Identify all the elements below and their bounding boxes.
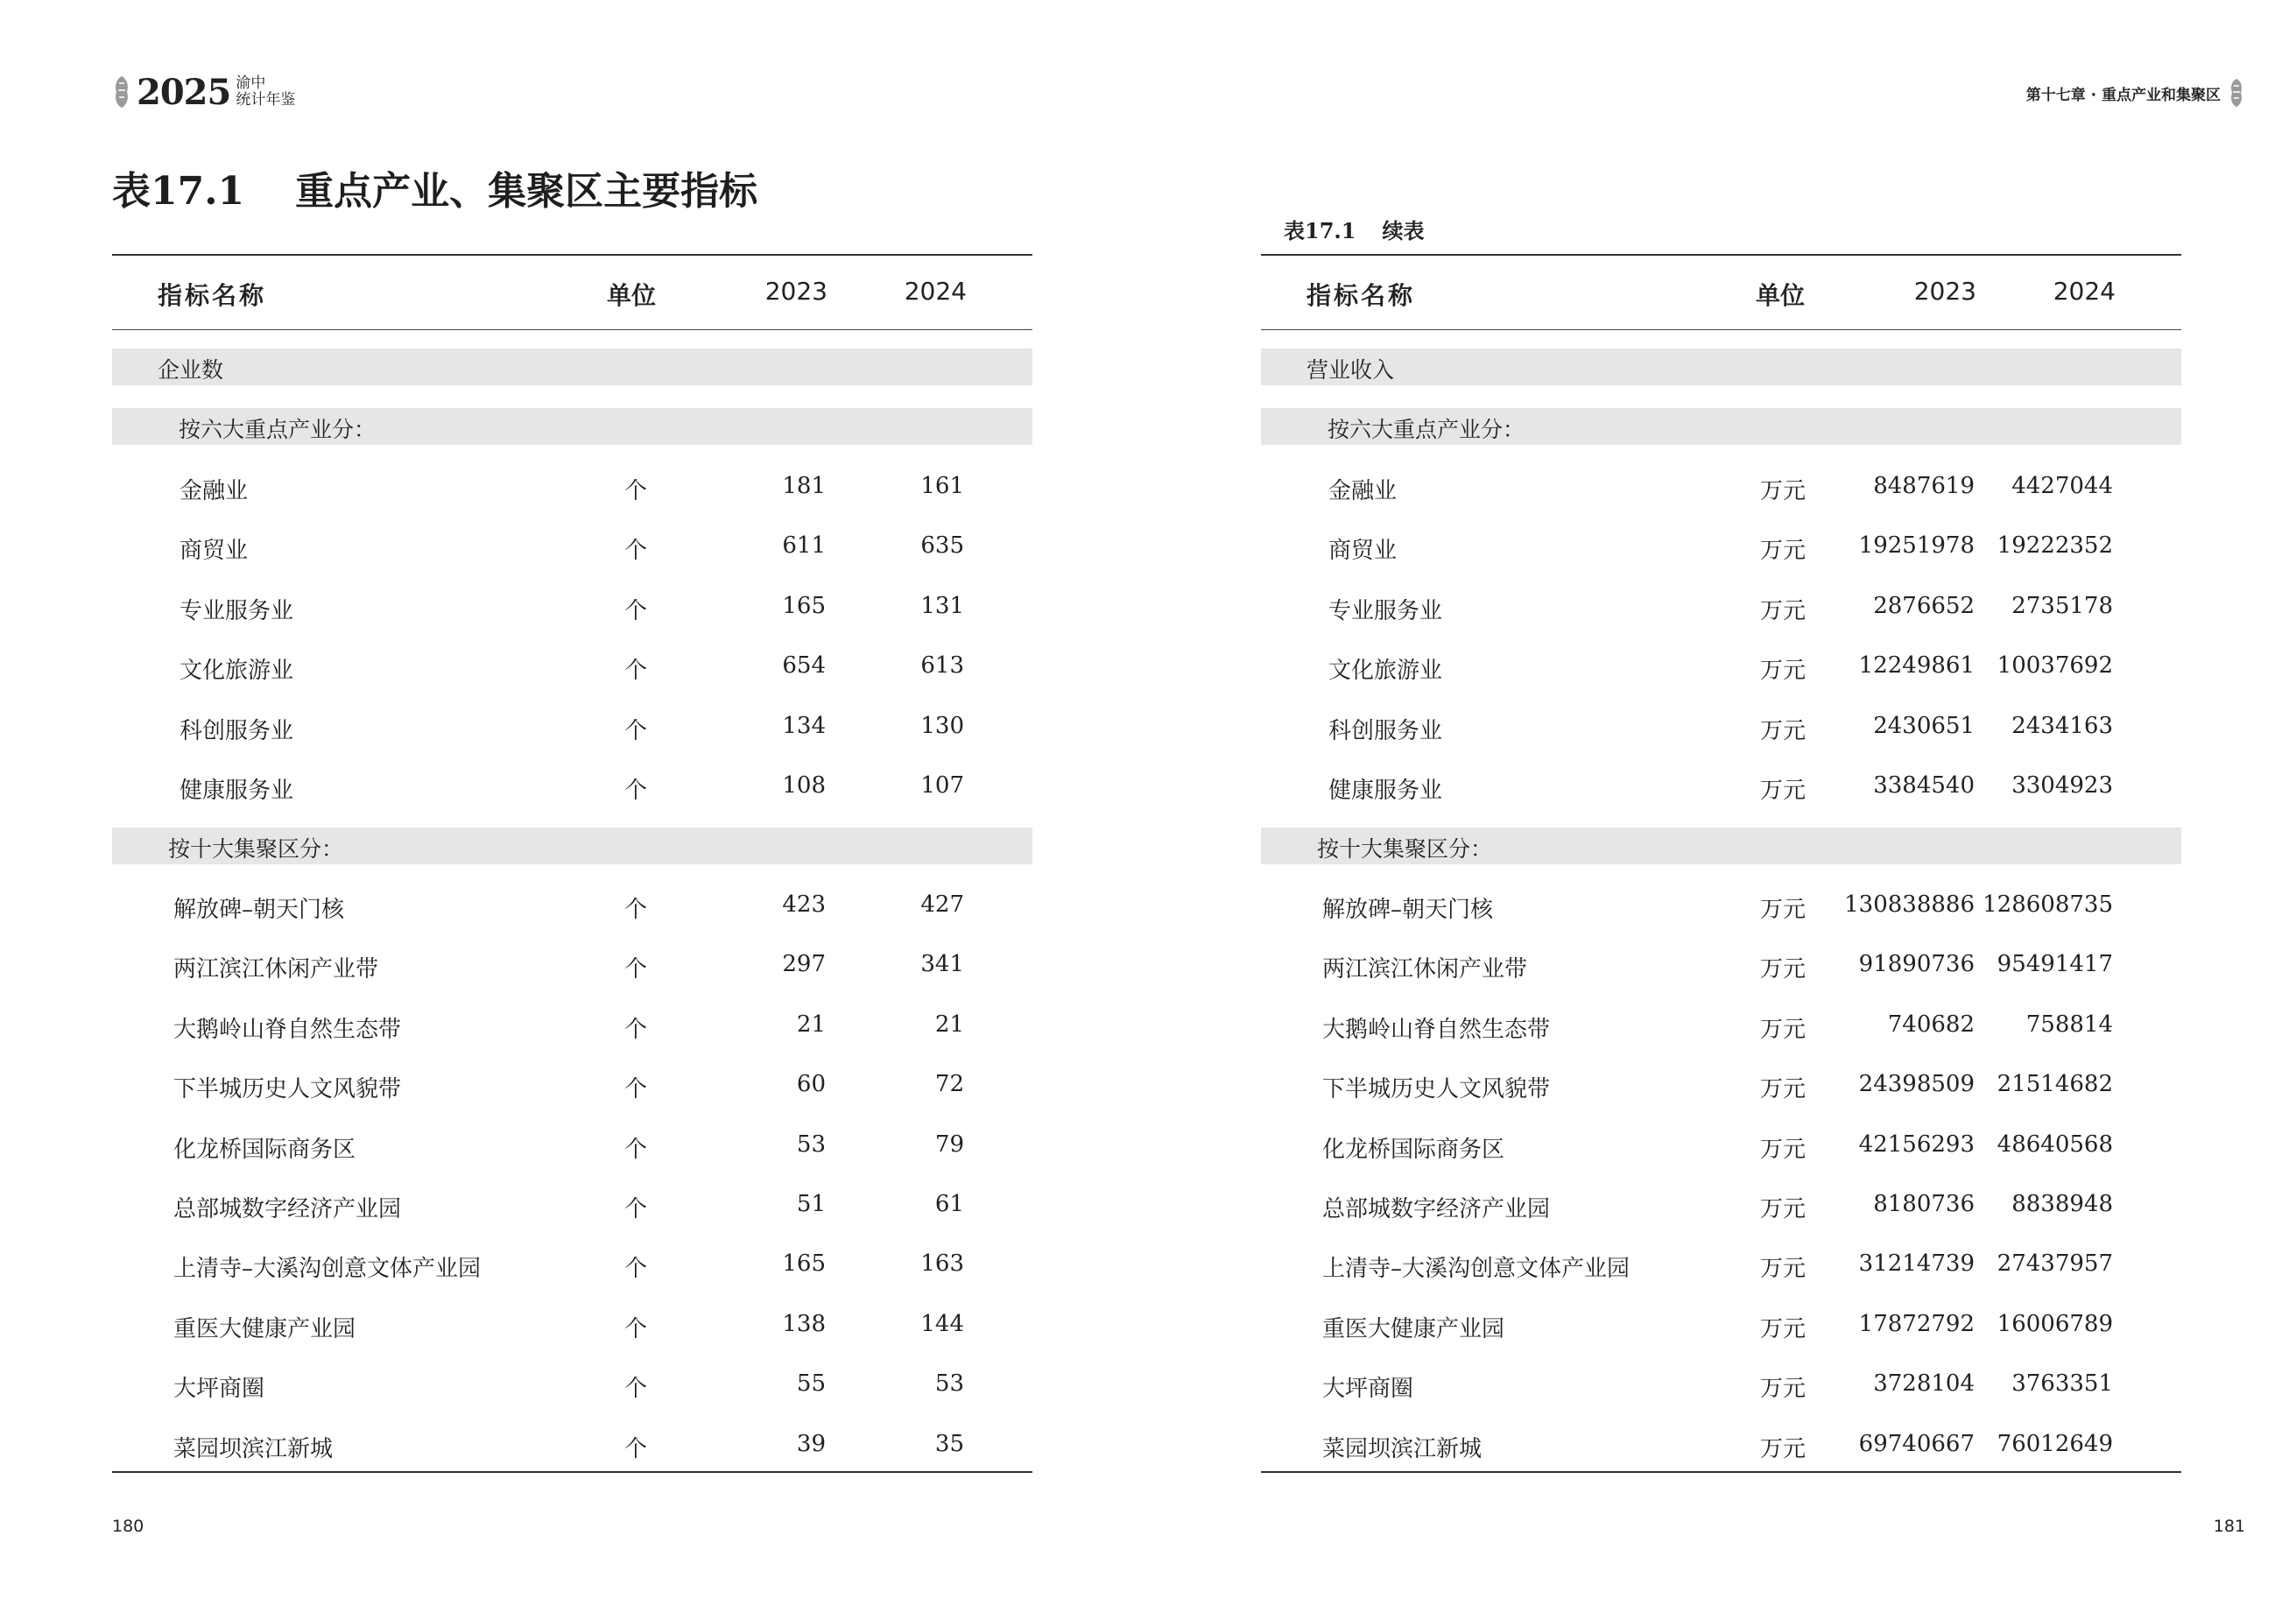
row-name: 金融业 bbox=[180, 478, 249, 504]
table-row bbox=[1261, 704, 2181, 757]
row-unit: 个 bbox=[624, 1016, 648, 1043]
row-value-2024: 76012649 bbox=[1997, 1430, 2113, 1457]
row-unit: 万元 bbox=[1760, 1196, 1807, 1222]
chapter-title: 第十七章 · 重点产业和集聚区 bbox=[2025, 86, 2221, 104]
row-unit: 个 bbox=[624, 1435, 648, 1462]
row-value-2024: 2735178 bbox=[2011, 592, 2113, 619]
row-value-2024: 4427044 bbox=[2011, 473, 2113, 499]
row-value-2023: 39 bbox=[796, 1430, 826, 1457]
row-name: 下半城历史人文风貌带 bbox=[1322, 1076, 1551, 1103]
continued-label: 续表 bbox=[1382, 218, 1425, 243]
row-value-2024: 21 bbox=[934, 1011, 964, 1038]
row-name: 解放碑–朝天门核 bbox=[173, 897, 345, 923]
row-value-2024: 27437957 bbox=[1997, 1250, 2113, 1278]
logo-year: 2025 bbox=[137, 71, 231, 113]
row-value-2024: 613 bbox=[920, 652, 964, 680]
table-row bbox=[112, 1302, 1032, 1355]
table-row bbox=[1261, 1003, 2181, 1055]
table-row bbox=[112, 704, 1032, 757]
row-value-2023: 740682 bbox=[1887, 1011, 1975, 1038]
row-value-2024: 161 bbox=[920, 473, 964, 499]
row-name: 总部城数字经济产业园 bbox=[173, 1196, 402, 1222]
row-value-2023: 12249861 bbox=[1858, 652, 1975, 680]
table-row bbox=[112, 464, 1032, 517]
row-value-2023: 130838886 bbox=[1844, 891, 1975, 918]
row-value-2023: 423 bbox=[782, 891, 826, 918]
row-value-2024: 61 bbox=[934, 1191, 964, 1217]
row-value-2024: 128608735 bbox=[1983, 891, 2113, 918]
table-row bbox=[1261, 942, 2181, 995]
seal-icon bbox=[2228, 77, 2245, 109]
row-value-2024: 95491417 bbox=[1997, 951, 2113, 978]
row-value-2023: 24398509 bbox=[1858, 1071, 1975, 1098]
table-bottom-rule bbox=[112, 1471, 1032, 1473]
table-row bbox=[112, 942, 1032, 995]
row-name: 两江滨江休闲产业带 bbox=[173, 956, 379, 983]
row-unit: 个 bbox=[624, 658, 648, 685]
table-row bbox=[112, 1123, 1032, 1175]
row-name: 健康服务业 bbox=[180, 778, 294, 804]
row-unit: 万元 bbox=[1760, 1256, 1807, 1283]
row-value-2023: 2430651 bbox=[1873, 712, 1975, 739]
row-name: 下半城历史人文风貌带 bbox=[173, 1076, 402, 1103]
table-row bbox=[112, 1422, 1032, 1475]
section-label: 企业数 bbox=[158, 357, 224, 383]
row-value-2024: 107 bbox=[920, 772, 964, 799]
row-unit: 万元 bbox=[1760, 1315, 1807, 1342]
row-value-2023: 2876652 bbox=[1873, 592, 1975, 619]
row-name: 重医大健康产业园 bbox=[1322, 1315, 1505, 1342]
row-value-2023: 69740667 bbox=[1858, 1430, 1975, 1457]
table-title bbox=[112, 159, 757, 215]
row-unit: 个 bbox=[624, 538, 648, 565]
row-name: 解放碑–朝天门核 bbox=[1322, 897, 1494, 923]
row-unit: 万元 bbox=[1760, 956, 1807, 983]
row-name: 健康服务业 bbox=[1328, 778, 1443, 804]
table-row bbox=[1261, 584, 2181, 637]
row-value-2024: 79 bbox=[934, 1131, 964, 1158]
row-value-2023: 19251978 bbox=[1858, 532, 1975, 560]
table-row bbox=[1261, 1123, 2181, 1175]
table-row bbox=[1261, 1302, 2181, 1355]
row-value-2024: 72 bbox=[934, 1071, 964, 1098]
row-value-2023: 8487619 bbox=[1873, 473, 1975, 499]
row-value-2024: 3763351 bbox=[2011, 1370, 2113, 1398]
row-unit: 个 bbox=[624, 956, 648, 983]
group-band bbox=[112, 828, 1032, 864]
row-value-2024: 427 bbox=[920, 891, 964, 918]
row-value-2023: 55 bbox=[796, 1370, 826, 1398]
row-value-2023: 3728104 bbox=[1873, 1370, 1975, 1398]
column-header-2024: 2024 bbox=[904, 277, 967, 306]
row-unit: 万元 bbox=[1760, 597, 1807, 624]
row-unit: 个 bbox=[624, 1315, 648, 1342]
row-name: 两江滨江休闲产业带 bbox=[1322, 956, 1528, 983]
table-number: 表17.1 bbox=[1284, 218, 1356, 243]
table-row bbox=[1261, 524, 2181, 576]
row-value-2024: 2434163 bbox=[2011, 712, 2113, 739]
group-band bbox=[1261, 408, 2181, 445]
row-value-2023: 611 bbox=[782, 532, 826, 560]
table-bottom-rule bbox=[1261, 1471, 2181, 1473]
row-value-2024: 758814 bbox=[2025, 1011, 2113, 1038]
row-value-2023: 165 bbox=[782, 592, 826, 619]
group-label: 按十大集聚区分： bbox=[1317, 836, 1493, 862]
row-unit: 万元 bbox=[1760, 717, 1807, 744]
row-name: 文化旅游业 bbox=[180, 658, 294, 685]
row-unit: 万元 bbox=[1760, 1016, 1807, 1043]
row-name: 大坪商圈 bbox=[173, 1376, 265, 1403]
row-unit: 万元 bbox=[1760, 778, 1807, 804]
row-value-2024: 21514682 bbox=[1997, 1071, 2113, 1098]
table-row bbox=[1261, 883, 2181, 935]
section-band bbox=[112, 349, 1032, 385]
row-value-2024: 19222352 bbox=[1997, 532, 2113, 560]
chapter-header bbox=[2026, 77, 2245, 109]
group-band bbox=[1261, 828, 2181, 864]
row-unit: 万元 bbox=[1760, 538, 1807, 565]
table-row bbox=[1261, 1242, 2181, 1294]
table-header bbox=[112, 254, 1032, 329]
row-name: 菜园坝滨江新城 bbox=[1322, 1435, 1483, 1462]
row-value-2023: 108 bbox=[782, 772, 826, 799]
section-band bbox=[1261, 349, 2181, 385]
row-value-2024: 10037692 bbox=[1997, 652, 2113, 680]
row-name: 科创服务业 bbox=[180, 717, 294, 744]
row-value-2023: 60 bbox=[796, 1071, 826, 1098]
row-unit: 个 bbox=[624, 1136, 648, 1163]
row-name: 商贸业 bbox=[1328, 538, 1398, 565]
group-label: 按十大集聚区分： bbox=[168, 836, 344, 862]
row-unit: 个 bbox=[624, 778, 648, 804]
logo-subtitle-line2: 统计年鉴 bbox=[236, 91, 296, 109]
table-header-rule bbox=[1261, 329, 2181, 330]
row-unit: 万元 bbox=[1760, 897, 1807, 923]
table-row bbox=[112, 644, 1032, 696]
row-name: 商贸业 bbox=[180, 538, 249, 565]
table-row bbox=[1261, 1362, 2181, 1414]
row-name: 菜园坝滨江新城 bbox=[173, 1435, 334, 1462]
seal-icon bbox=[112, 74, 131, 109]
row-name: 上清寺–大溪沟创意文体产业园 bbox=[173, 1256, 482, 1283]
table-row bbox=[1261, 1182, 2181, 1235]
table-row bbox=[112, 764, 1032, 816]
row-name: 上清寺–大溪沟创意文体产业园 bbox=[1322, 1256, 1630, 1283]
row-value-2023: 297 bbox=[782, 951, 826, 978]
logo-subtitle-line1: 渝中 bbox=[236, 74, 266, 92]
table-row bbox=[1261, 764, 2181, 816]
row-value-2023: 42156293 bbox=[1858, 1131, 1975, 1158]
row-unit: 个 bbox=[624, 478, 648, 504]
row-value-2024: 16006789 bbox=[1997, 1310, 2113, 1337]
right-page bbox=[1148, 0, 2296, 1613]
row-name: 总部城数字经济产业园 bbox=[1322, 1196, 1551, 1222]
row-unit: 个 bbox=[624, 897, 648, 923]
row-value-2023: 8180736 bbox=[1873, 1191, 1975, 1217]
group-band bbox=[112, 408, 1032, 445]
row-name: 大坪商圈 bbox=[1322, 1376, 1414, 1403]
row-name: 大鹅岭山脊自然生态带 bbox=[173, 1016, 402, 1043]
row-unit: 个 bbox=[624, 1196, 648, 1222]
row-unit: 万元 bbox=[1760, 478, 1807, 504]
row-value-2024: 8838948 bbox=[2011, 1191, 2113, 1217]
table-row bbox=[112, 584, 1032, 637]
row-value-2024: 144 bbox=[920, 1310, 964, 1337]
row-value-2024: 130 bbox=[920, 712, 964, 739]
row-name: 金融业 bbox=[1328, 478, 1398, 504]
row-value-2023: 91890736 bbox=[1858, 951, 1975, 978]
continued-table-title bbox=[1284, 214, 1424, 244]
row-value-2023: 51 bbox=[796, 1191, 826, 1217]
table-number: 表17.1 bbox=[112, 169, 245, 214]
table-row bbox=[112, 1182, 1032, 1235]
row-unit: 万元 bbox=[1760, 658, 1807, 685]
table-row bbox=[112, 883, 1032, 935]
row-name: 专业服务业 bbox=[1328, 597, 1443, 624]
table-row bbox=[112, 524, 1032, 576]
table-row bbox=[112, 1062, 1032, 1115]
table-header-rule bbox=[112, 329, 1032, 330]
column-header-2023: 2023 bbox=[1913, 277, 1976, 306]
row-value-2023: 17872792 bbox=[1858, 1310, 1975, 1337]
table-header bbox=[1261, 254, 2181, 329]
column-header-2023: 2023 bbox=[764, 277, 828, 306]
row-value-2024: 48640568 bbox=[1997, 1131, 2113, 1158]
row-unit: 万元 bbox=[1760, 1076, 1807, 1103]
row-unit: 万元 bbox=[1760, 1376, 1807, 1403]
row-unit: 个 bbox=[624, 1376, 648, 1403]
table-row bbox=[1261, 644, 2181, 696]
row-value-2024: 131 bbox=[920, 592, 964, 619]
table-row bbox=[1261, 464, 2181, 517]
row-value-2023: 53 bbox=[796, 1131, 826, 1158]
row-value-2023: 165 bbox=[782, 1250, 826, 1278]
row-unit: 万元 bbox=[1760, 1435, 1807, 1462]
section-label: 营业收入 bbox=[1306, 357, 1395, 383]
column-header-2024: 2024 bbox=[2053, 277, 2116, 306]
table-row bbox=[112, 1362, 1032, 1414]
table-row bbox=[1261, 1062, 2181, 1115]
row-name: 文化旅游业 bbox=[1328, 658, 1443, 685]
page-number: 181 bbox=[2213, 1517, 2245, 1536]
row-name: 化龙桥国际商务区 bbox=[173, 1136, 356, 1163]
row-value-2023: 654 bbox=[782, 652, 826, 680]
page-number: 180 bbox=[112, 1517, 144, 1536]
row-unit: 万元 bbox=[1760, 1136, 1807, 1163]
row-unit: 个 bbox=[624, 1256, 648, 1283]
row-value-2023: 181 bbox=[782, 473, 826, 499]
table-row bbox=[1261, 1422, 2181, 1475]
row-name: 专业服务业 bbox=[180, 597, 294, 624]
column-header-name: 指标名称 bbox=[158, 281, 267, 310]
row-unit: 个 bbox=[624, 717, 648, 744]
row-value-2024: 35 bbox=[934, 1430, 964, 1457]
row-value-2023: 138 bbox=[782, 1310, 826, 1337]
row-value-2024: 3304923 bbox=[2011, 772, 2113, 799]
row-value-2024: 341 bbox=[920, 951, 964, 978]
logo-subtitle bbox=[236, 75, 295, 109]
row-name: 重医大健康产业园 bbox=[173, 1315, 356, 1342]
table-title-text: 重点产业、集聚区主要指标 bbox=[295, 169, 758, 214]
table-row bbox=[112, 1003, 1032, 1055]
row-value-2023: 21 bbox=[796, 1011, 826, 1038]
column-header-unit: 单位 bbox=[607, 281, 657, 310]
row-value-2023: 134 bbox=[782, 712, 826, 739]
row-name: 科创服务业 bbox=[1328, 717, 1443, 744]
row-value-2024: 163 bbox=[920, 1250, 964, 1278]
row-unit: 个 bbox=[624, 597, 648, 624]
column-header-unit: 单位 bbox=[1756, 281, 1806, 310]
row-unit: 个 bbox=[624, 1076, 648, 1103]
row-name: 大鹅岭山脊自然生态带 bbox=[1322, 1016, 1551, 1043]
column-header-name: 指标名称 bbox=[1306, 281, 1416, 310]
row-value-2024: 53 bbox=[934, 1370, 964, 1398]
group-label: 按六大重点产业分： bbox=[179, 417, 377, 442]
table-row bbox=[112, 1242, 1032, 1294]
row-value-2023: 31214739 bbox=[1858, 1250, 1975, 1278]
row-value-2023: 3384540 bbox=[1873, 772, 1975, 799]
row-value-2024: 635 bbox=[920, 532, 964, 560]
group-label: 按六大重点产业分： bbox=[1328, 417, 1525, 442]
yearbook-logo bbox=[112, 70, 295, 114]
row-name: 化龙桥国际商务区 bbox=[1322, 1136, 1505, 1163]
